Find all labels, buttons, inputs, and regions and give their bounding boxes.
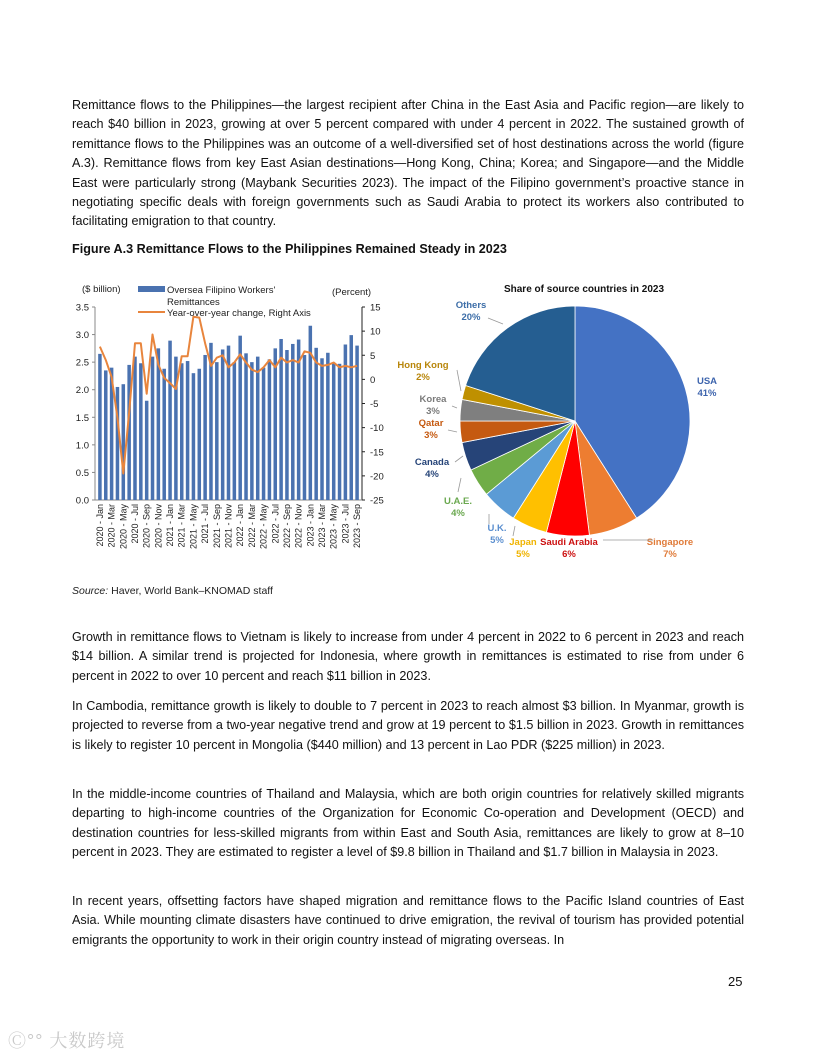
x-tick-label: 2022 - Mar: [246, 504, 257, 548]
paragraph-philippines: Remittance flows to the Philippines—the largest recipient after China in the East Asia and Pacific region—are likely to reach $40 billion in 2023, growing at over 5 percent compared with under 4 percent in 2022. The sustained growth of remittance flows to the Philippines was an outcome of a well-diversified set of host destinations across the world (figure A.3). Remittance flows from key East Asian destinations—Hong Kong, China; Korea; and Singapore—and the Middle East were particularly strong (Maybank Securities 2023). The impact of the Filipino government’s proactive stance in negotiating specific deals with foreign governments such as Saudi Arabia to protect its workers also contributed to facilitating emigration to that country.: [72, 98, 744, 229]
pie-leader-line: [458, 478, 461, 492]
pie-leader-line: [455, 456, 463, 462]
right-tick-label: -15: [370, 447, 384, 459]
bar-remittance: [157, 348, 161, 500]
pie-label-name: Hong Kong: [397, 360, 449, 371]
pie-label-name: U.K.: [487, 523, 507, 534]
x-tick-label: 2022 - Sep: [281, 504, 292, 549]
bar-remittance: [279, 339, 283, 500]
page-number: 25: [728, 974, 743, 989]
source-text: Haver, World Bank–KNOMAD staff: [108, 585, 273, 597]
bar-remittance: [133, 357, 137, 500]
left-axis-title: ($ billion): [82, 284, 121, 295]
bar-remittance: [198, 369, 202, 500]
bar-remittance: [122, 384, 126, 500]
right-tick-label: -20: [370, 471, 384, 483]
x-tick-label: 2021 - Nov: [223, 504, 234, 549]
paragraph-thailand-malaysia: In the middle-income countries of Thailand and Malaysia, which are both origin countries for relatively skilled migrants departing to high-income countries of the Organization for Economic Co-operation and Development (OECD) and destination countries for less-skilled migrants from within East and South Asia, remittances are likely to grow at 8–10 percent in 2023. They are estimated to register a level of $9.8 billion in Thailand and $1.7 billion in Malaysia in 2023.: [72, 787, 744, 860]
legend-label-bar: Oversea Filipino Workers': [167, 285, 276, 296]
figure-source: [72, 585, 273, 597]
x-tick-label: 2020 - Jul: [129, 504, 140, 544]
x-tick-label: 2020 - Sep: [141, 504, 152, 549]
x-tick-label: 2022 - May: [258, 504, 269, 550]
bar-remittance: [221, 349, 225, 500]
pie-label-pct: 20%: [461, 312, 481, 323]
bar-remittance: [145, 401, 149, 500]
bar-remittance: [162, 369, 166, 500]
right-tick-label: 5: [370, 350, 376, 362]
pie-label-name: Korea: [419, 394, 447, 405]
bar-remittance: [332, 363, 336, 500]
right-tick-label: -25: [370, 495, 384, 507]
pie-label-pct: 5%: [516, 549, 530, 560]
x-tick-label: 2022 - Nov: [293, 504, 304, 549]
pie-label-pct: 4%: [451, 508, 465, 519]
pie-label-pct: 5%: [490, 535, 504, 546]
pie-leader-line: [488, 318, 503, 324]
left-tick-label: 2.0: [75, 385, 89, 397]
bar-remittance: [98, 354, 102, 500]
x-tick-label: 2023 - Sep: [352, 504, 363, 549]
right-tick-label: -10: [370, 423, 384, 435]
left-tick-label: 3.5: [75, 302, 89, 314]
x-tick-label: 2021 - Jul: [200, 504, 211, 544]
pie-leader-line: [457, 370, 461, 391]
bar-remittance: [344, 344, 348, 500]
pie-label-pct: 3%: [424, 430, 438, 441]
pie-label-name: Saudi Arabia: [540, 537, 598, 548]
x-tick-label: 2020 - Mar: [106, 504, 117, 548]
source-label: Source:: [72, 585, 109, 597]
right-tick-label: 15: [370, 302, 381, 314]
left-tick-label: 3.0: [75, 330, 89, 342]
pie-label-name: Japan: [509, 537, 537, 548]
bar-remittance: [104, 370, 108, 500]
pie-label-pct: 3%: [426, 406, 440, 417]
bar-remittance: [180, 363, 184, 500]
x-tick-label: 2023 - Jul: [340, 504, 351, 544]
bar-remittance: [233, 362, 237, 500]
paragraph-pacific-islands: In recent years, offsetting factors have shaped migration and remittance flows to the Pacific Island countries of East Asia. While mounting climate disasters have continued to drive emigration, the revival of tourism has provided potential emigrants the opportunity to work in their origin country instead of migrating overseas. In: [72, 894, 744, 947]
pie-label-pct: 41%: [697, 388, 717, 399]
x-tick-label: 2021 - Jan: [165, 504, 176, 547]
watermark-logo: Ⓒ°° 大数跨境: [8, 1031, 126, 1051]
bar-remittance: [227, 346, 231, 500]
left-tick-label: 1.5: [75, 412, 89, 424]
bar-remittance: [268, 359, 272, 500]
pie-title: Share of source countries in 2023: [503, 284, 665, 295]
x-tick-label: 2022 - Jan: [235, 504, 246, 547]
bar-remittance: [256, 357, 260, 500]
bar-remittance: [139, 363, 143, 500]
x-tick-label: 2022 - Jul: [270, 504, 281, 544]
pie-label-pct: 4%: [425, 469, 439, 480]
pie-leader-line: [452, 406, 457, 408]
bar-remittance: [250, 362, 254, 500]
source-share-pie-chart: [385, 278, 730, 578]
x-tick-label: 2021 - May: [188, 504, 199, 550]
pie-label-name: Others: [455, 300, 487, 311]
x-tick-label: 2021 - Sep: [211, 504, 222, 549]
bar-remittance: [314, 348, 318, 500]
bar-remittance: [203, 355, 207, 500]
right-tick-label: 10: [370, 326, 381, 338]
bar-remittance: [303, 355, 307, 500]
bar-remittance: [168, 341, 172, 500]
legend-label-bar-cont: Remittances: [167, 297, 220, 308]
right-tick-label: -5: [370, 399, 379, 410]
pie-label-name: Singapore: [646, 537, 694, 548]
x-tick-label: 2020 - Nov: [153, 504, 164, 549]
bar-remittance: [349, 335, 353, 500]
bar-remittance: [320, 358, 324, 500]
pie-label-name: USA: [696, 376, 718, 387]
paragraph-vietnam: Growth in remittance flows to Vietnam is likely to increase from under 4 percent in 2022 to 6 percent in 2023 and reach $14 billion. A similar trend is projected for Indonesia, where growth in remittances is estimated to rise from under 6 percent in 2022 to over 10 percent and reach $11 billion in 2023.: [72, 630, 744, 683]
remittance-bar-line-chart: [70, 280, 384, 580]
bar-remittance: [244, 353, 248, 500]
bar-remittance: [291, 344, 295, 500]
x-tick-label: 2020 - May: [118, 504, 129, 550]
pie-leader-line: [513, 526, 515, 536]
figure-title: Figure A.3 Remittance Flows to the Philippines Remained Steady in 2023: [72, 242, 507, 256]
bar-remittance: [238, 336, 242, 500]
bar-remittance: [192, 373, 196, 500]
x-tick-label: 2023 - May: [328, 504, 339, 550]
left-tick-label: 2.5: [75, 357, 89, 369]
legend-label-line: Year-over-year change, Right Axis: [167, 308, 311, 319]
pie-leader-line: [448, 430, 457, 432]
x-tick-label: 2021 - Mar: [176, 504, 187, 548]
pie-label-name: Canada: [414, 457, 450, 468]
bar-remittance: [186, 361, 190, 500]
x-tick-label: 2023 - Mar: [317, 504, 328, 548]
bar-remittance: [297, 340, 301, 500]
bar-remittance: [274, 348, 278, 500]
paragraph-cambodia: In Cambodia, remittance growth is likely to double to 7 percent in 2023 to reach almost $3 billion. In Myanmar, growth is projected to reverse from a two-year negative trend and grow at 19 percent to $1.5 billion in 2023. Growth in remittances is likely to register 10 percent in Mongolia ($440 million) and 13 percent in Lao PDR ($225 million) in 2023.: [72, 699, 744, 752]
right-axis-title: (Percent): [332, 287, 372, 298]
left-tick-label: 0.0: [75, 495, 89, 507]
x-tick-label: 2023 - Jan: [305, 504, 316, 547]
pie-label-name: U.A.E.: [444, 496, 472, 507]
bar-remittance: [215, 362, 219, 500]
bar-remittance: [151, 357, 155, 500]
left-tick-label: 1.0: [75, 440, 89, 452]
pie-label-pct: 2%: [416, 372, 430, 383]
bar-remittance: [326, 353, 330, 500]
bar-remittance: [355, 346, 359, 500]
bar-remittance: [285, 350, 289, 500]
x-tick-label: 2020 - Jan: [94, 504, 105, 547]
legend-swatch-bar: [138, 286, 165, 292]
right-tick-label: 0: [370, 374, 376, 386]
bar-remittance: [262, 368, 266, 500]
pie-label-pct: 6%: [562, 549, 576, 560]
left-tick-label: 0.5: [75, 467, 89, 479]
pie-label-name: Qatar: [418, 418, 444, 429]
bar-remittance: [338, 364, 342, 500]
pie-label-pct: 7%: [663, 549, 677, 560]
